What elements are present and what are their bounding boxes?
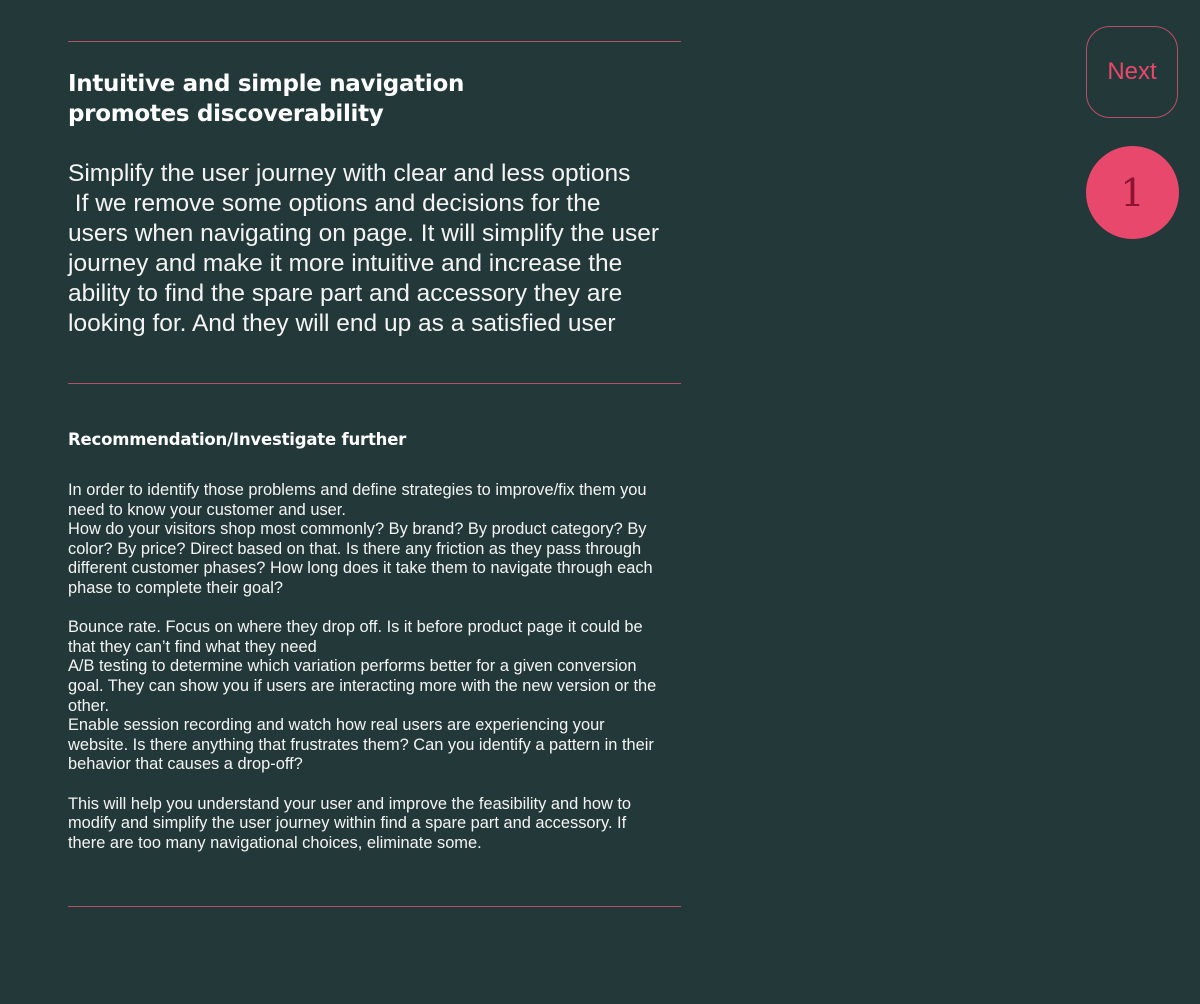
body-line: that they can’t find what they need <box>68 637 317 656</box>
body-line: website. Is there anything that frustrates them? Can you identify a pattern in their <box>68 735 654 754</box>
body-line: there are too many navigational choices, eliminate some. <box>68 833 482 852</box>
lead-line: looking for. And they will end up as a satisfied user <box>68 310 616 337</box>
lead-line: ability to find the spare part and accessory they are <box>68 280 623 307</box>
body-line: different customer phases? How long does it take them to navigate through each <box>68 559 653 578</box>
lead-line: Simplify the user journey with clear and less options <box>68 160 631 187</box>
lead-line: If we remove some options and decisions for the <box>68 190 601 217</box>
body-line: Enable session recording and watch how real users are experiencing your <box>68 716 605 735</box>
body-line: A/B testing to determine which variation performs better for a given conversion <box>68 657 637 676</box>
paragraph-gap <box>68 599 693 619</box>
body-line: other. <box>68 696 110 715</box>
body-line: goal. They can show you if users are interacting more with the new version or the <box>68 676 657 695</box>
page-number-badge: 1 <box>1086 146 1179 239</box>
body-line: How do your visitors shop most commonly? By brand? By product category? By <box>68 520 647 539</box>
section-heading: Intuitive and simple navigation promotes discoverability <box>68 71 465 127</box>
bottom-divider <box>68 906 681 907</box>
body-line: In order to identify those problems and define strategies to improve/fix them you <box>68 481 647 499</box>
body-line: modify and simplify the user journey within find a spare part and accessory. If <box>68 814 627 833</box>
top-divider <box>68 41 681 42</box>
recommendation-body <box>68 481 693 853</box>
middle-divider <box>68 383 681 384</box>
recommendation-heading: Recommendation/Investigate further <box>68 430 407 449</box>
body-line: behavior that causes a drop-off? <box>68 755 303 774</box>
body-line: color? By price? Direct based on that. Is there any friction as they pass through <box>68 539 642 558</box>
lead-line: journey and make it more intuitive and increase the <box>68 250 623 277</box>
body-line: Bounce rate. Focus on where they drop off. Is it before product page it could be <box>68 618 643 637</box>
body-line: phase to complete their goal? <box>68 578 284 597</box>
next-button[interactable]: Next <box>1086 26 1178 118</box>
paragraph-gap <box>68 775 693 795</box>
body-line: need to know your customer and user. <box>68 500 346 519</box>
body-line: This will help you understand your user and improve the feasibility and how to <box>68 794 632 813</box>
lead-paragraph <box>68 159 688 339</box>
lead-line: users when navigating on page. It will simplify the user <box>68 220 660 247</box>
